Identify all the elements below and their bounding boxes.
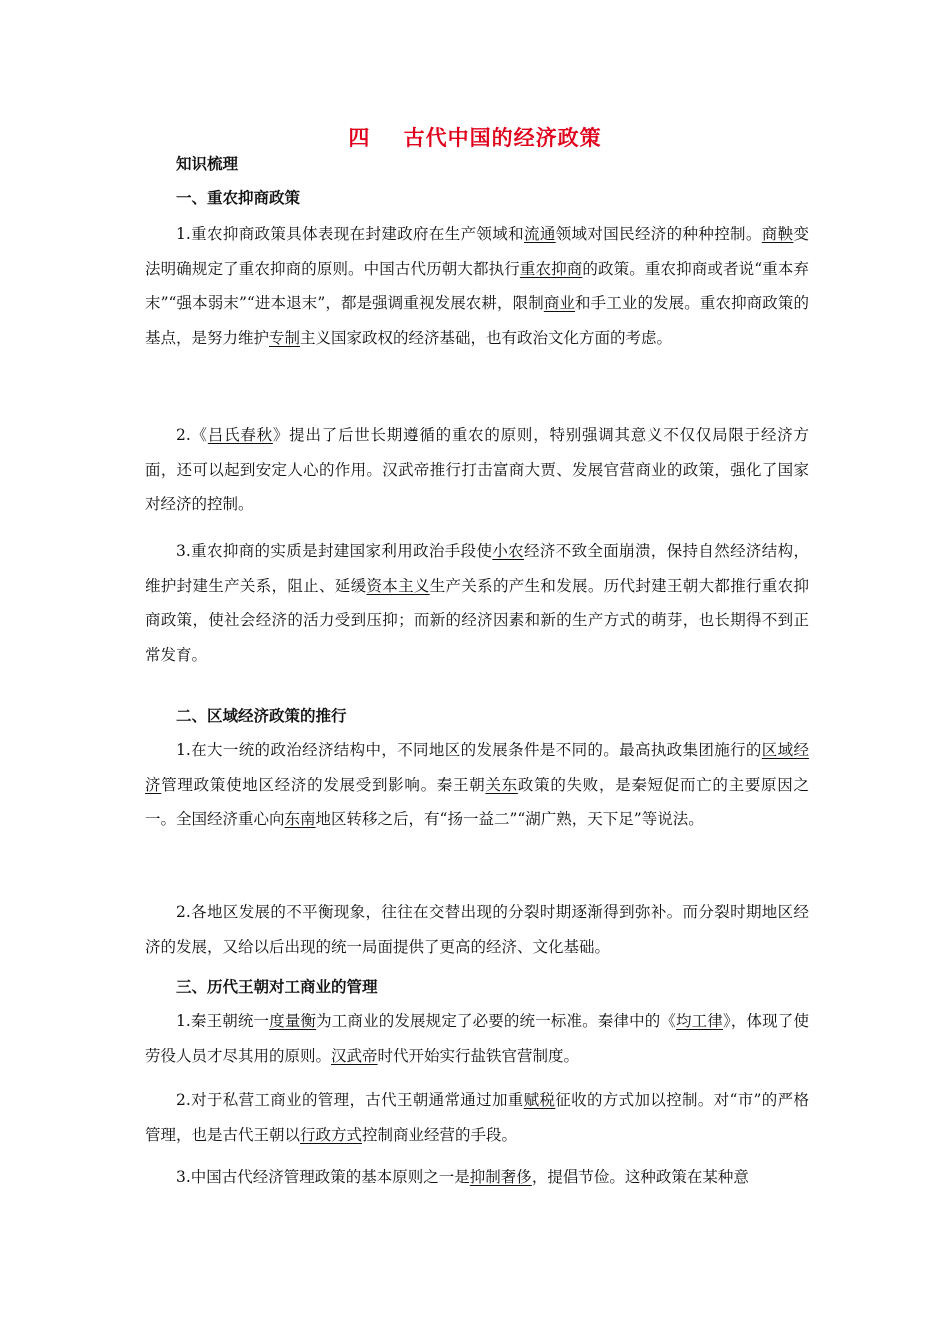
underlined-term: 商业	[543, 294, 576, 313]
text-run: 1.在大一统的政治经济结构中，不同地区的发展条件是不同的。最高执政集团施行的	[176, 741, 762, 759]
text-run: 2.各地区发展的不平衡现象，往往在交替出现的分裂时期逐渐得到弥补。而分裂时期地区经济的发展，又给以后出现的统一局面提供了更高的经济、文化基础。	[145, 903, 809, 956]
text-run: 地区转移之后，有“扬一益二”“湖广熟，天下足”等说法。	[315, 810, 704, 829]
text-run: 2.《	[176, 426, 208, 444]
underlined-term: 小农	[492, 542, 525, 560]
underlined-term: 抑制奢侈	[469, 1168, 532, 1186]
paragraph	[145, 733, 809, 837]
text-run: 时代开始实行盐铁官营制度。	[377, 1046, 580, 1065]
text-run: 变法明确规定了重农抑商的原则。中国古代历朝大都执行	[145, 225, 809, 278]
underlined-term: 均工律	[676, 1012, 723, 1030]
text-run: 领域对国民经济的种种控制。	[555, 225, 762, 243]
page-title: 四 古代中国的经济政策	[348, 126, 602, 150]
text-run: 1.重农抑商政策具体表现在封建政府在生产领域和	[176, 225, 524, 243]
heading-3: 三、历代王朝对工商业的管理	[176, 978, 378, 996]
underlined-term: 赋税	[523, 1091, 556, 1109]
text-run: 生产关系的产生和发展。历代封建王朝大都推行重农抑商政策，使社会经济的活力受到压抑；而新的经济因素和新的生产方式的萌芽，也长期得不到正常发育。	[145, 576, 809, 664]
paragraph	[145, 534, 809, 672]
text-run: ，提倡节俭。这种政策在某种意	[531, 1168, 749, 1186]
text-run: 》提出了后世长期遵循的重农的原则，特别强调其意义不仅仅局限于经济方面，还可以起到安定人心的作用。汉武帝推行打击富商大贾、发展官营商业的政策，强化了国家对经济的控制。	[145, 426, 809, 514]
text-run: 》，体现了使劳役人员才尽其用的原则。	[145, 1012, 809, 1065]
paragraph	[145, 1083, 809, 1152]
underlined-term: 汉武帝	[331, 1046, 378, 1065]
underlined-term: 商鞅	[761, 225, 794, 243]
underlined-term: 吕氏春秋	[207, 426, 273, 444]
text-run: 征收的方式加以控制。对“市”的严格管理，也是古代王朝以	[145, 1091, 809, 1144]
underlined-term: 度量衡	[269, 1012, 317, 1030]
paragraph	[145, 1004, 809, 1073]
paragraph	[145, 217, 809, 355]
text-run: 为工商业的发展规定了必要的统一标准。秦律中的《	[316, 1012, 677, 1030]
paragraph	[145, 895, 809, 964]
underlined-term: 资本主义	[366, 576, 430, 595]
underlined-term: 行政方式	[300, 1125, 363, 1144]
text-run: 主义国家政权的经济基础，也有政治文化方面的考虑。	[300, 328, 673, 347]
text-run: 和手工业的发展。重农抑商政策的基点，是努力维护	[145, 294, 809, 347]
text-run: 1.秦王朝统一	[176, 1012, 270, 1030]
paragraph	[145, 418, 809, 522]
text-run: 的政策。重农抑商或者说“重本弃末”“强本弱末”“进本退末”，都是强调重视发展农耕，限制	[145, 259, 809, 313]
underlined-term: 重农抑商	[519, 259, 583, 278]
underlined-term: 专制	[269, 328, 301, 347]
heading-2: 二、区域经济政策的推行	[176, 707, 347, 725]
text-run: 3.中国古代经济管理政策的基本原则之一是	[176, 1168, 470, 1186]
underlined-term: 流通	[524, 225, 556, 243]
text-run: 政策的失败，是秦短促而亡的主要原因之一。全国经济重心向	[145, 775, 809, 829]
text-run: 管理政策使地区经济的发展受到影响。秦王朝	[161, 775, 486, 794]
underlined-term: 关东	[485, 775, 518, 794]
paragraph	[145, 1160, 809, 1195]
text-run: 3.重农抑商的实质是封建国家利用政治手段使	[176, 542, 493, 560]
underlined-term: 区域经济	[145, 741, 809, 794]
section-label: 知识梳理	[176, 155, 239, 173]
heading-1: 一、重农抑商政策	[176, 189, 301, 207]
text-run: 经济不致全面崩溃，保持自然经济结构，维护封建生产关系，阻止、延缓	[145, 542, 809, 595]
text-run: 2.对于私营工商业的管理，古代王朝通常通过加重	[176, 1091, 524, 1109]
text-run: 控制商业经营的手段。	[362, 1125, 518, 1144]
underlined-term: 东南	[284, 810, 316, 829]
